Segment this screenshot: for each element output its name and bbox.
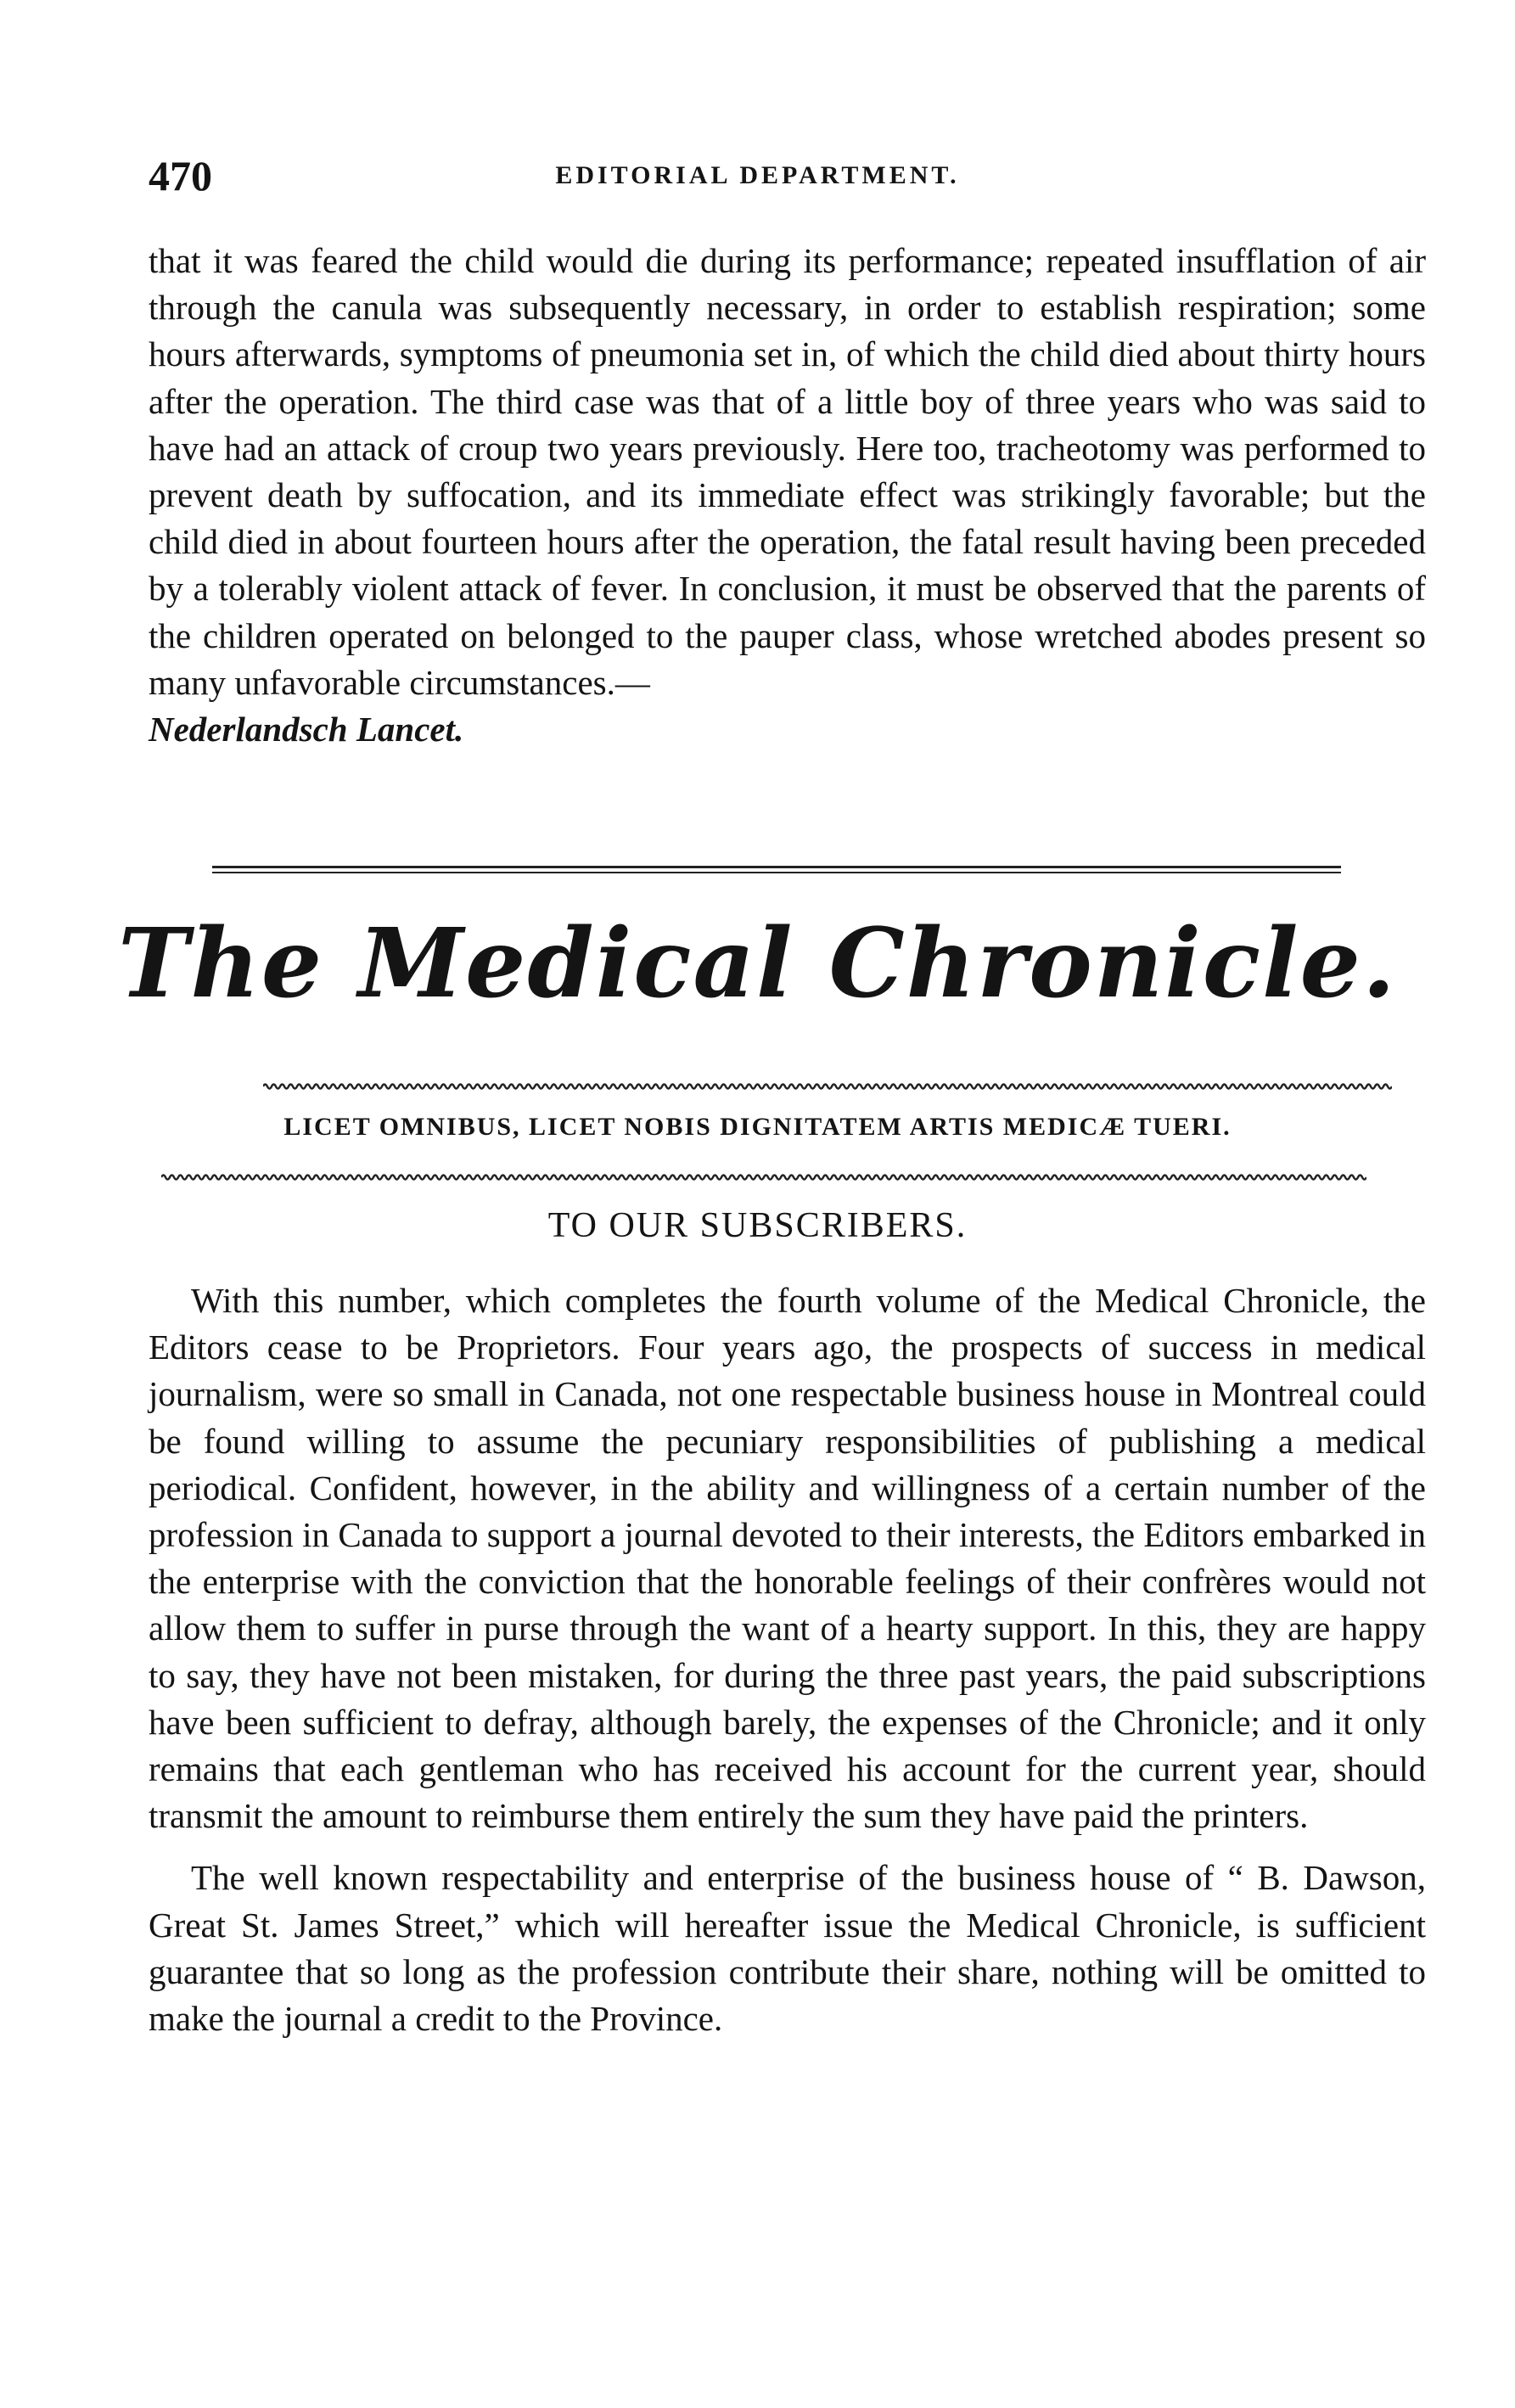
wavy-rule-top xyxy=(263,1081,1392,1092)
page-number: 470 xyxy=(149,152,212,199)
masthead-motto: LICET OMNIBUS, LICET NOBIS DIGNITATEM ARTIS MEDICÆ TUERI. xyxy=(283,1113,1232,1141)
continued-article-body: that it was feared the child would die during its performance; repeated insufflation of air through the canula was subsequently necessary, in order to establish respiration; some hours afterwards, symptoms of pneumonia set in, of which the child died about thirty hours after the operation. The third case was that of a little boy of three years who was said to have had an attack of croup two years previously. Here too, tracheotomy was performed to prevent death by suffocation, and its immediate effect was strikingly favorable; but the child died in about fourteen hours after the operation, the fatal result having been preceded by a tolerably violent attack of fever. In conclusion, it must be observed that the parents of the children operated on belonged to the pauper class, whose wretched abodes present so many unfavorable circumstances.— xyxy=(149,241,1426,702)
running-head: EDITORIAL DEPARTMENT. xyxy=(555,161,960,189)
editorial-body xyxy=(149,1277,1426,2042)
editorial-paragraph-1: With this number, which completes the fourth volume of the Medical Chronicle, the Editors cease to be Proprietors. Four years ago, the prospects of success in medical journalism, were so small in Canada, not one respectable business house in Montreal could be found willing to assume the pecuniary responsibilities of publishing a medical periodical. Confident, however, in the ability and willingness of a certain number of the profession in Canada to support a journal devoted to their interests, the Editors embarked in the enterprise with the conviction that the honorable feelings of their confrères would not allow them to suffer in purse through the want of a hearty support. In this, they are happy to say, they have not been mistaken, for during the three past years, the paid subscriptions have been sufficient to defray, although barely, the expenses of the Chronicle; and it only remains that each gentleman who has received his account for the current year, should transmit the amount to reimburse them entirely the sum they have paid the printers. xyxy=(149,1281,1426,1836)
masthead-title: The Medical Chronicle. xyxy=(118,908,1397,1019)
continued-article xyxy=(149,238,1426,753)
section-divider xyxy=(212,866,1341,873)
continued-article-text xyxy=(149,238,1426,753)
section-title: TO OUR SUBSCRIBERS. xyxy=(547,1206,968,1245)
article-source: Nederlandsch Lancet. xyxy=(149,710,464,749)
editorial-paragraph-2: The well known respectability and enterprise of the business house of “ B. Dawson, Great St. James Street,” which will hereafter issue the Medical Chronicle, is sufficient guarantee that so long as the profession contribute their share, nothing will be omitted to make the journal a credit to the Province. xyxy=(149,1858,1426,2039)
wavy-rule-bottom xyxy=(161,1171,1366,1183)
